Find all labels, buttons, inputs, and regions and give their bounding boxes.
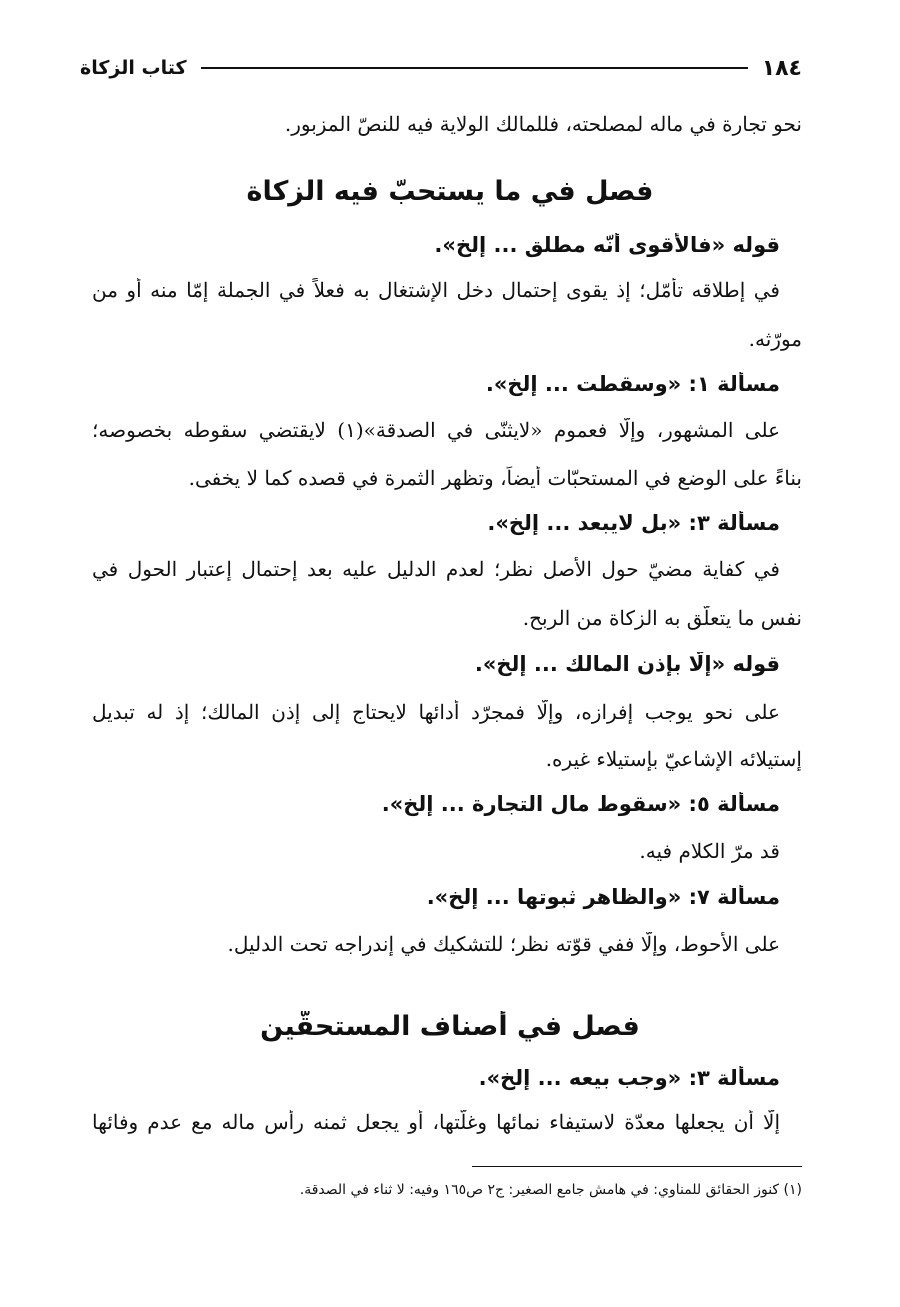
section-title: فصل في ما يستحبّ فيه الزكاة [246,176,654,207]
body-line: في إطلاقه تأمّل؛ إذ يقوى إحتمال دخل الإشتغال به فعلاً في الجملة إمّا منه أو من [92,278,780,302]
section-title: فصل في أصناف المستحقّين [260,1011,640,1042]
body-line: قد مرّ الكلام فيه. [639,839,780,863]
body-line: إستيلائه الإشاعيّ بإستيلاء غيره. [545,747,802,771]
body-line: على نحو يوجب إفرازه، وإلّا فمجرّد أدائها لايحتاج إلى إذن المالك؛ إذ له تبديل [92,700,780,724]
body-line: بناءً على الوضع في المستحبّات أيضاً، وتظهر الثمرة في قصده كما لا يخفى. [188,466,802,490]
running-title: كتاب الزكاة [80,57,187,79]
body-line: نفس ما يتعلّق به الزكاة من الربح. [522,606,802,630]
body-line: في كفاية مضيّ حول الأصل نظر؛ لعدم الدليل عليه بعد إحتمال إعتبار الحول في [92,557,780,581]
page-number: ١٨٤ [761,55,802,81]
issue-heading: مسألة ٣: «وجب بيعه ... إلخ». [478,1066,780,1090]
issue-heading: قوله «إلّا بإذن المالك ... إلخ». [474,652,780,676]
body-line: إلّا أن يجعلها معدّة لاستيفاء نمائها وغلّتها، أو يجعل ثمنه رأس ماله مع عدم وفائها [92,1110,780,1134]
body-line: مورّثه. [748,327,802,351]
header-rule [201,67,748,69]
issue-heading: مسألة ٥: «سقوط مال التجارة ... إلخ». [381,792,780,816]
body-line: نحو تجارة في ماله لمصلحته، فللمالك الولاية فيه للنصّ المزبور. [284,112,802,136]
body-line: على الأحوط، وإلّا ففي قوّته نظر؛ للتشكيك في إندراجه تحت الدليل. [227,932,780,956]
footnote: (١) كنوز الحقائق للمناوي: في هامش جامع الصغير: ج٢ ص١٦٥ وفيه: لا ثناء في الصدقة. [299,1182,802,1198]
issue-heading: مسألة ٣: «بل لايبعد ... إلخ». [487,511,780,535]
body-line: على المشهور، وإلّا فعموم «لايثنّى في الصدقة»(١) لايقتضي سقوطه بخصوصه؛ [92,418,780,442]
page-header [80,48,802,88]
issue-heading: قوله «فالأقوى أنّه مطلق ... إلخ». [434,233,780,257]
issue-heading: مسألة ٧: «والظاهر ثبوتها ... إلخ». [426,885,780,909]
footnote-rule [472,1166,802,1167]
issue-heading: مسألة ١: «وسقطت ... إلخ». [485,372,780,396]
